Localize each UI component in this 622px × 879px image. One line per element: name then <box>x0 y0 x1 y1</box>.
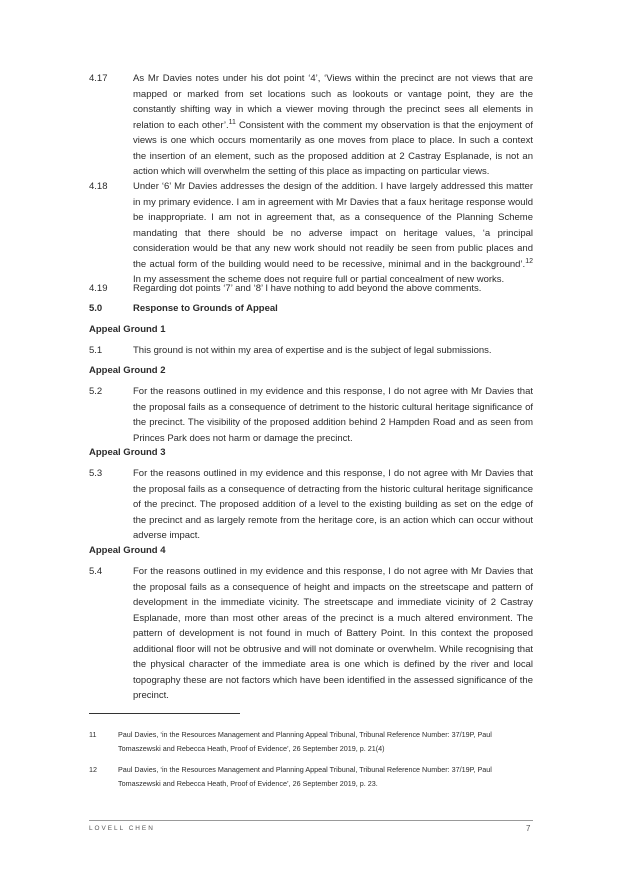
paragraph-5-1 <box>89 343 533 359</box>
section-number: 5.0 <box>89 303 103 314</box>
appeal-ground-4-heading: Appeal Ground 4 <box>89 545 166 556</box>
paragraph-4-18 <box>89 179 533 288</box>
appeal-ground-2-heading: Appeal Ground 2 <box>89 365 166 376</box>
footnote-number: 12 <box>89 765 97 774</box>
paragraph-text <box>133 179 533 288</box>
paragraph-number: 4.18 <box>89 181 108 192</box>
footnote-11 <box>89 728 533 755</box>
paragraph-number: 4.19 <box>89 283 108 294</box>
paragraph-text-part: Consistent with the comment my observation is that the enjoyment of views is one which occurs momentarily as one moves from place to place. In such a context the insertion of an element, such as the proposed addition at 2 Castray Esplanade, is not an action which will overwhelm the setting of this place as impacting on particular views. <box>133 119 533 177</box>
footnote-ref[interactable]: 11 <box>228 118 236 126</box>
section-title: Response to Grounds of Appeal <box>133 303 278 314</box>
paragraph-text-part: Under ‘6’ Mr Davies addresses the design of the addition. I have largely addressed this matter in my primary evidence. I am in agreement with Mr Davies that a faux heritage response would be inappropriate. I am not in agreement that, as a consequence of the Planning Scheme mandating that there should be no adverse impact on heritage values, ‘a principal consideration would be that any new work should not readily be seen from public places and the actual form of the building would need to be recessive, minimal and in the background’. <box>133 181 533 270</box>
section-heading <box>89 302 278 316</box>
footer-brand: LOVELL CHEN <box>89 825 155 832</box>
paragraph-text: For the reasons outlined in my evidence and this response, I do not agree with Mr Davies that the proposal fails as a consequence of detracting from the historic cultural heritage significance of the precinct. The proposed addition of a level to the existing building as set on the edge of the precinct and as largely remote from the heritage core, is an action which can occur without adverse impact. <box>133 468 533 541</box>
paragraph-number: 5.2 <box>89 386 103 397</box>
page-number: 7 <box>526 824 531 833</box>
paragraph-text: This ground is not within my area of expertise and is the subject of legal submissions. <box>133 345 492 356</box>
paragraph-text: Regarding dot points ‘7’ and ‘8’ I have nothing to add beyond the above comments. <box>133 283 482 294</box>
paragraph-4-19 <box>89 281 533 297</box>
footnote-ref[interactable]: 12 <box>525 257 533 265</box>
appeal-ground-3-heading: Appeal Ground 3 <box>89 447 166 458</box>
paragraph-5-4 <box>89 564 533 704</box>
footnote-number: 11 <box>89 730 97 739</box>
paragraph-5-2 <box>89 384 533 446</box>
paragraph-5-3 <box>89 466 533 544</box>
paragraph-text: For the reasons outlined in my evidence and this response, I do not agree with Mr Davies that the proposal fails as a consequence of height and impacts on the streetscape and pattern of development in the immediate vicinity. The streetscape and immediate vicinity of 2 Castray Esplanade, more than most other areas of the precinct is a much altered environment. The pattern of development is not found in much of Battery Point. In this context the proposed additional floor will not be obtrusive and will not dominate or overwhelm. While recognising that the physical character of the immediate area is one which is defined by the river and local topography these are not factors which have been identified in the assessed significance of the precinct. <box>133 566 533 701</box>
paragraph-text: For the reasons outlined in my evidence and this response, I do not agree with Mr Davies that the proposal fails as a consequence of detriment to the historic cultural heritage significance of the precinct. The visibility of the proposed addition behind 2 Hampden Road and as seen from Princes Park does not harm or damage the precinct. <box>133 386 533 444</box>
paragraph-number: 5.1 <box>89 345 103 356</box>
paragraph-4-17 <box>89 71 533 180</box>
paragraph-number: 5.4 <box>89 566 103 577</box>
paragraph-number: 5.3 <box>89 468 103 479</box>
paragraph-number: 4.17 <box>89 73 108 84</box>
footer-divider <box>89 820 533 821</box>
paragraph-text-part: As Mr Davies notes under his dot point ‘4’, ‘Views within the precinct are not views that are mapped or marked from set locations such as lookouts or vantage point, they are the constantly shifting way in which a viewer moving through the precinct sees all elements in relation to each other’. <box>133 73 533 131</box>
footnote-text: Paul Davies, ‘in the Resources Management and Planning Appeal Tribunal, Tribunal Reference Number: 37/19P, Paul Tomaszewski and Rebecca Heath, Proof of Evidence’, 26 September 2019, p. 23. <box>118 765 492 788</box>
footnote-12 <box>89 763 533 790</box>
footnote-separator <box>89 713 240 714</box>
paragraph-text-part: In my assessment the scheme does not require full or partial concealment of new works. <box>133 274 505 285</box>
footnote-text: Paul Davies, ‘in the Resources Management and Planning Appeal Tribunal, Tribunal Reference Number: 37/19P, Paul Tomaszewski and Rebecca Heath, Proof of Evidence’, 26 September 2019, p. 21(4) <box>118 730 492 753</box>
paragraph-text <box>133 71 533 180</box>
appeal-ground-1-heading: Appeal Ground 1 <box>89 324 166 335</box>
